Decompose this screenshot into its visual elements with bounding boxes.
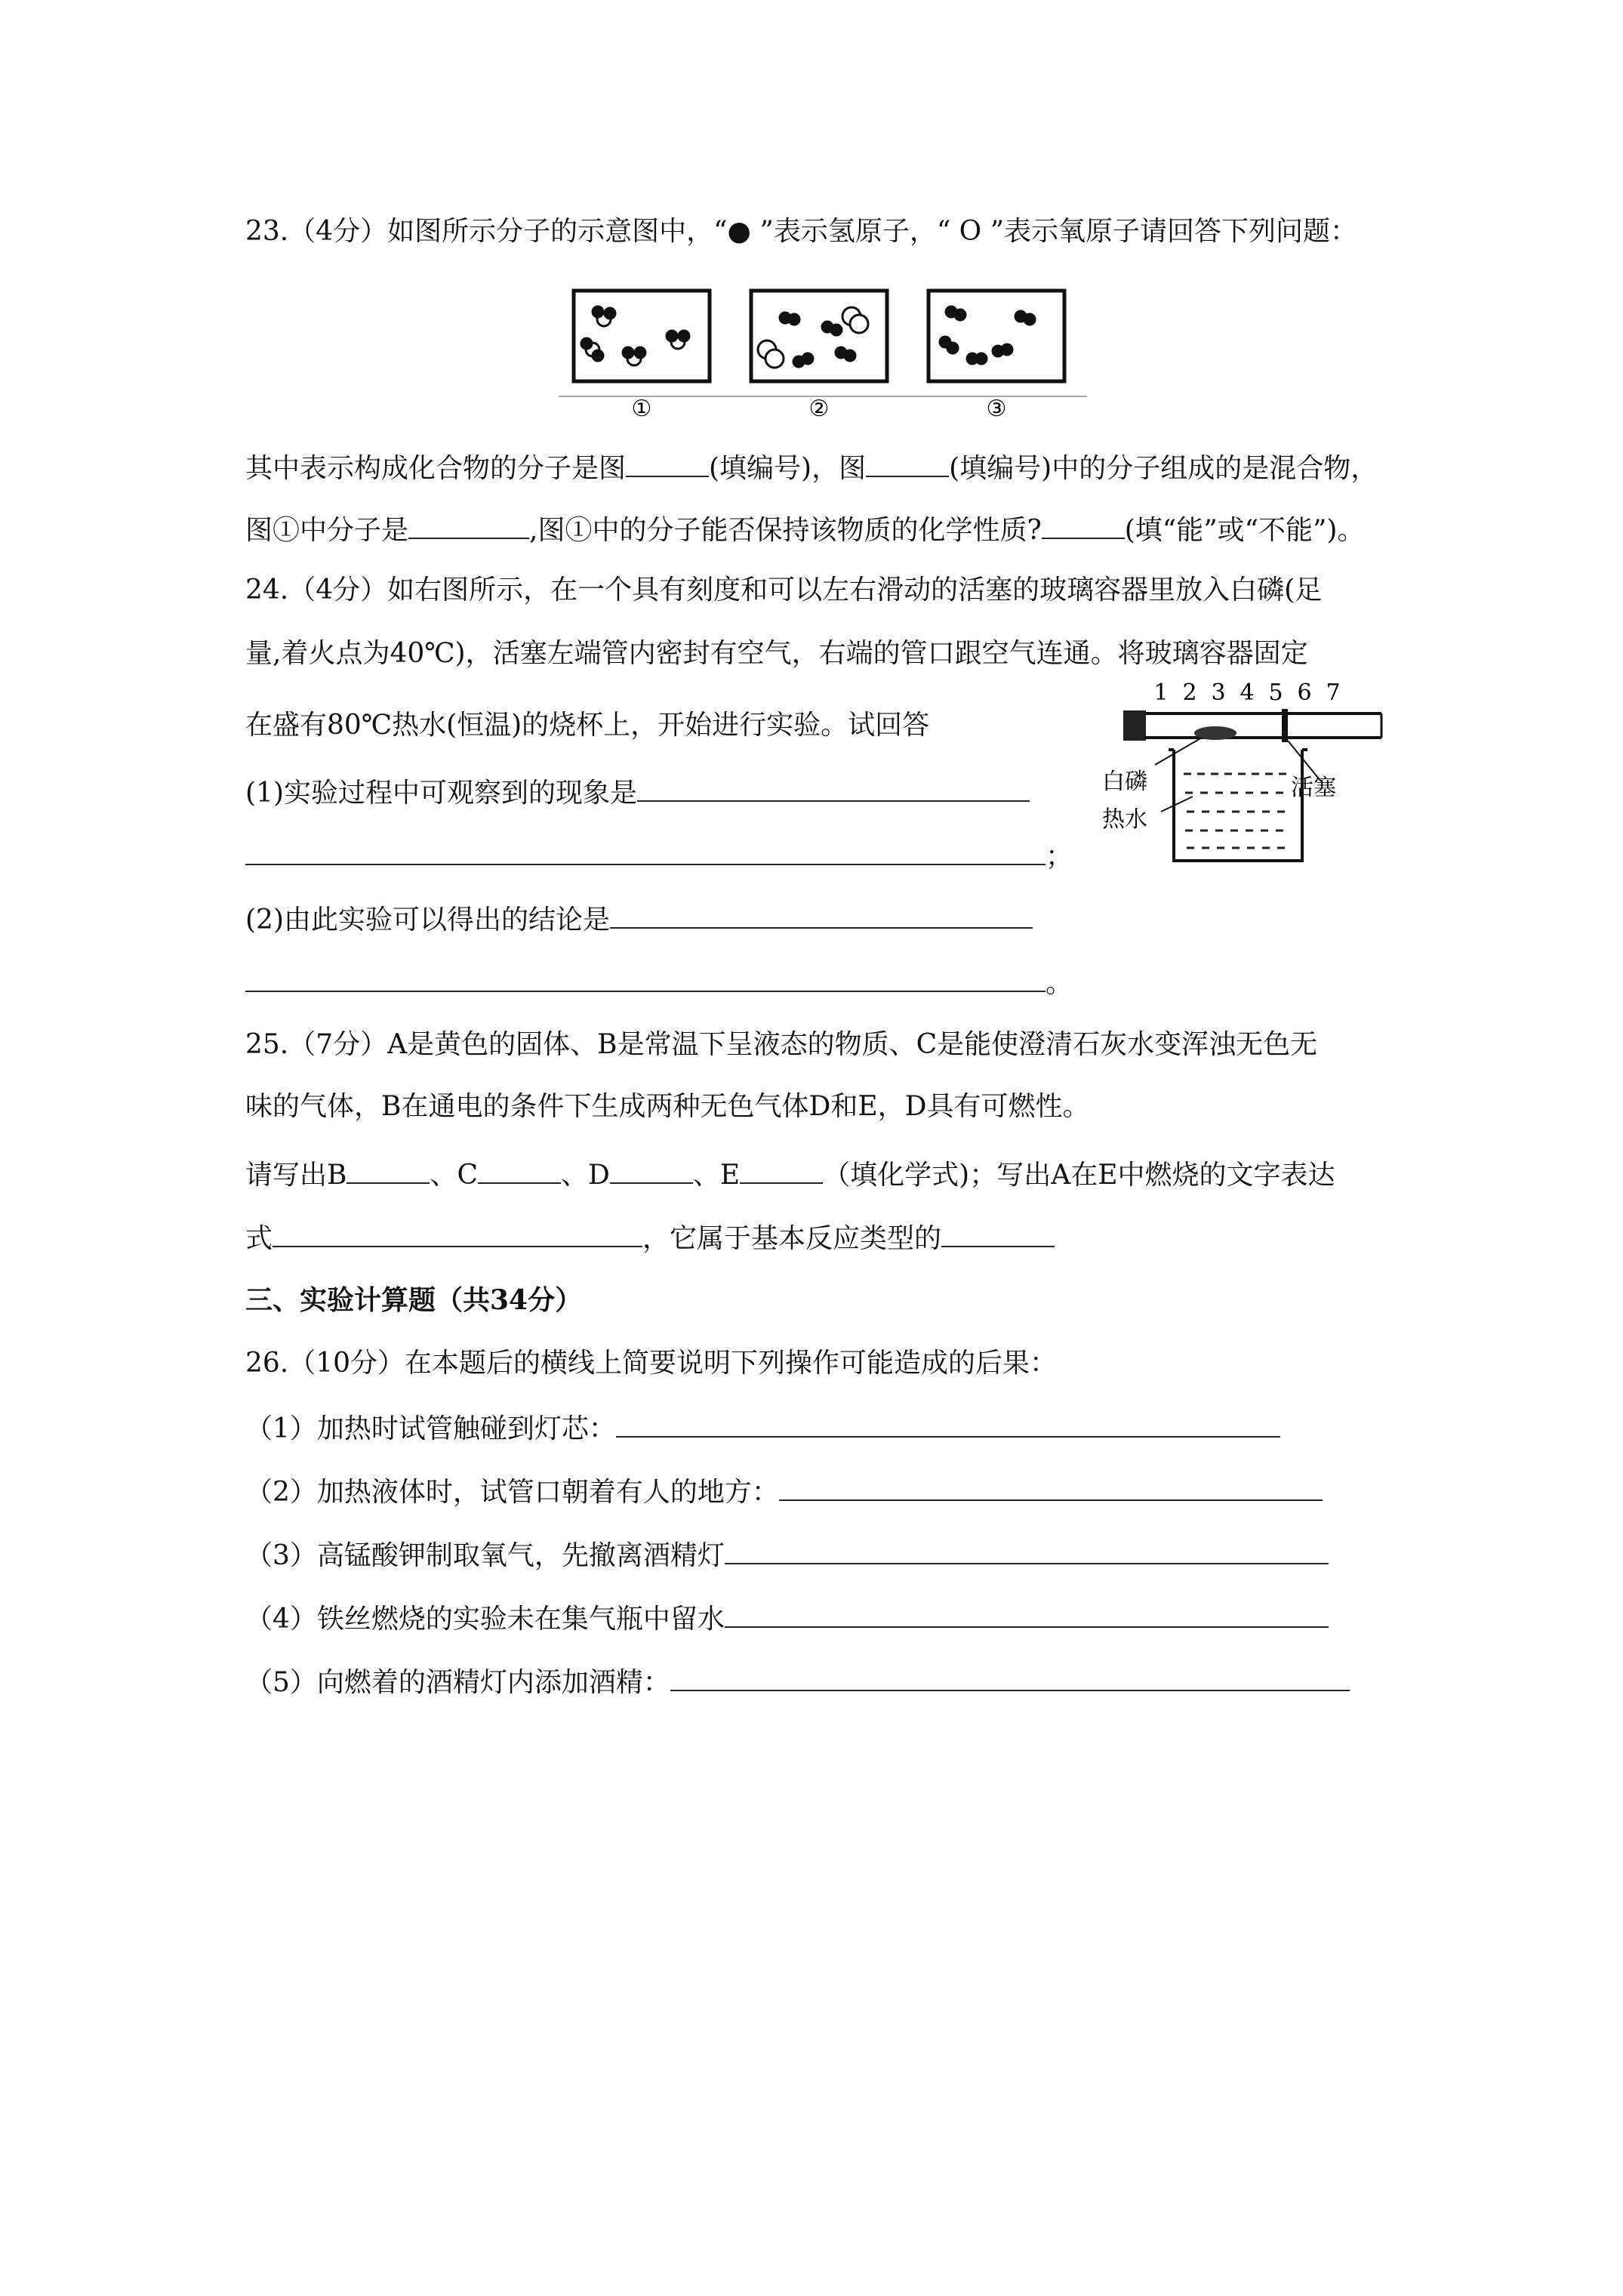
scale-label-3: 3 <box>1211 680 1226 706</box>
q26-title: 26.（10分）在本题后的横线上简要说明下列操作可能造成的后果： <box>245 1348 1058 1379</box>
box-label-1: ① <box>631 396 652 422</box>
q26-item-4: （4）铁丝燃烧的实验未在集气瓶中留水 <box>245 1599 1329 1638</box>
q25-line2: 味的气体，B在通电的条件下生成两种无色气体D和E，D具有可燃性。 <box>245 1091 1090 1122</box>
q24-line3: 在盛有80℃热水(恒温)的烧杯上，开始进行实验。试回答 <box>245 710 930 741</box>
q24-sub1: (1)实验过程中可观察到的现象是 <box>245 773 1030 812</box>
q26-item-5: （5）向燃着的酒精灯内添加酒精： <box>245 1663 1350 1701</box>
scale-label-7: 7 <box>1326 680 1341 706</box>
label-phosphorus: 白磷 <box>1102 769 1147 795</box>
molecule-diagram <box>559 283 1117 427</box>
q24-line2: 量,着火点为40℃)，活塞左端管内密封有空气，右端的管口跟空气连通。将玻璃容器固定 <box>245 638 1308 669</box>
scale-label-5: 5 <box>1268 680 1283 706</box>
scale-label-4: 4 <box>1240 680 1255 706</box>
q24-sub2: (2)由此实验可以得出的结论是 <box>245 900 1033 938</box>
scale-label-6: 6 <box>1297 680 1312 706</box>
piston <box>1282 709 1288 742</box>
section-3-heading: 三、实验计算题（共34分） <box>245 1284 583 1316</box>
box-label-2: ② <box>808 396 830 422</box>
q23-line2: 其中表示构成化合物的分子是图 (填编号)，图 (填编号)中的分子组成的是混合物， <box>245 448 1378 487</box>
q24-sub2-cont: 。 <box>245 963 1073 1002</box>
label-hot-water: 热水 <box>1102 806 1147 833</box>
box2-molecules <box>758 307 868 368</box>
box3-molecules <box>940 307 1035 364</box>
box-label-3: ③ <box>986 396 1007 422</box>
q25-line3: 请写出B 、C 、D 、E （填化学式)；写出A在E中燃烧的文字表达 <box>245 1155 1335 1194</box>
q26-item-3: （3）高锰酸钾制取氧气，先撤离酒精灯 <box>245 1536 1329 1574</box>
label-piston: 活塞 <box>1291 775 1336 801</box>
q23-line3: 图①中分子是 ,图①中的分子能否保持该物质的化学性质? (填“能”或“不能”)。 <box>245 510 1364 549</box>
apparatus-figure <box>1102 676 1397 887</box>
scale-label-2: 2 <box>1182 680 1197 706</box>
scale-label-1: 1 <box>1153 680 1169 706</box>
q26-item-2: （2）加热液体时，试管口朝着有人的地方： <box>245 1472 1323 1511</box>
q25-line4: 式 ，它属于基本反应类型的 <box>245 1219 1055 1257</box>
beaker <box>1174 750 1302 861</box>
q23-line1: 23.（4分）如图所示分子的示意图中，“● ”表示氢原子，“ O ”表示氧原子请回答下列问题： <box>245 216 1358 247</box>
molecule-box-3 <box>929 291 1064 381</box>
hot-water <box>1184 774 1292 848</box>
stopper <box>1123 710 1146 741</box>
q24-sub1-cont: ； <box>245 837 1073 875</box>
q25-line1: 25.（7分）A是黄色的固体、B是常温下呈液态的物质、C是能使澄清石灰水变浑浊无色无 <box>245 1029 1318 1060</box>
box1-molecules <box>581 307 689 365</box>
q24-line1: 24.（4分）如右图所示，在一个具有刻度和可以左右滑动的活塞的玻璃容器里放入白磷(足 <box>245 575 1323 606</box>
q26-item-1: （1）加热时试管触碰到灯芯： <box>245 1409 1280 1447</box>
